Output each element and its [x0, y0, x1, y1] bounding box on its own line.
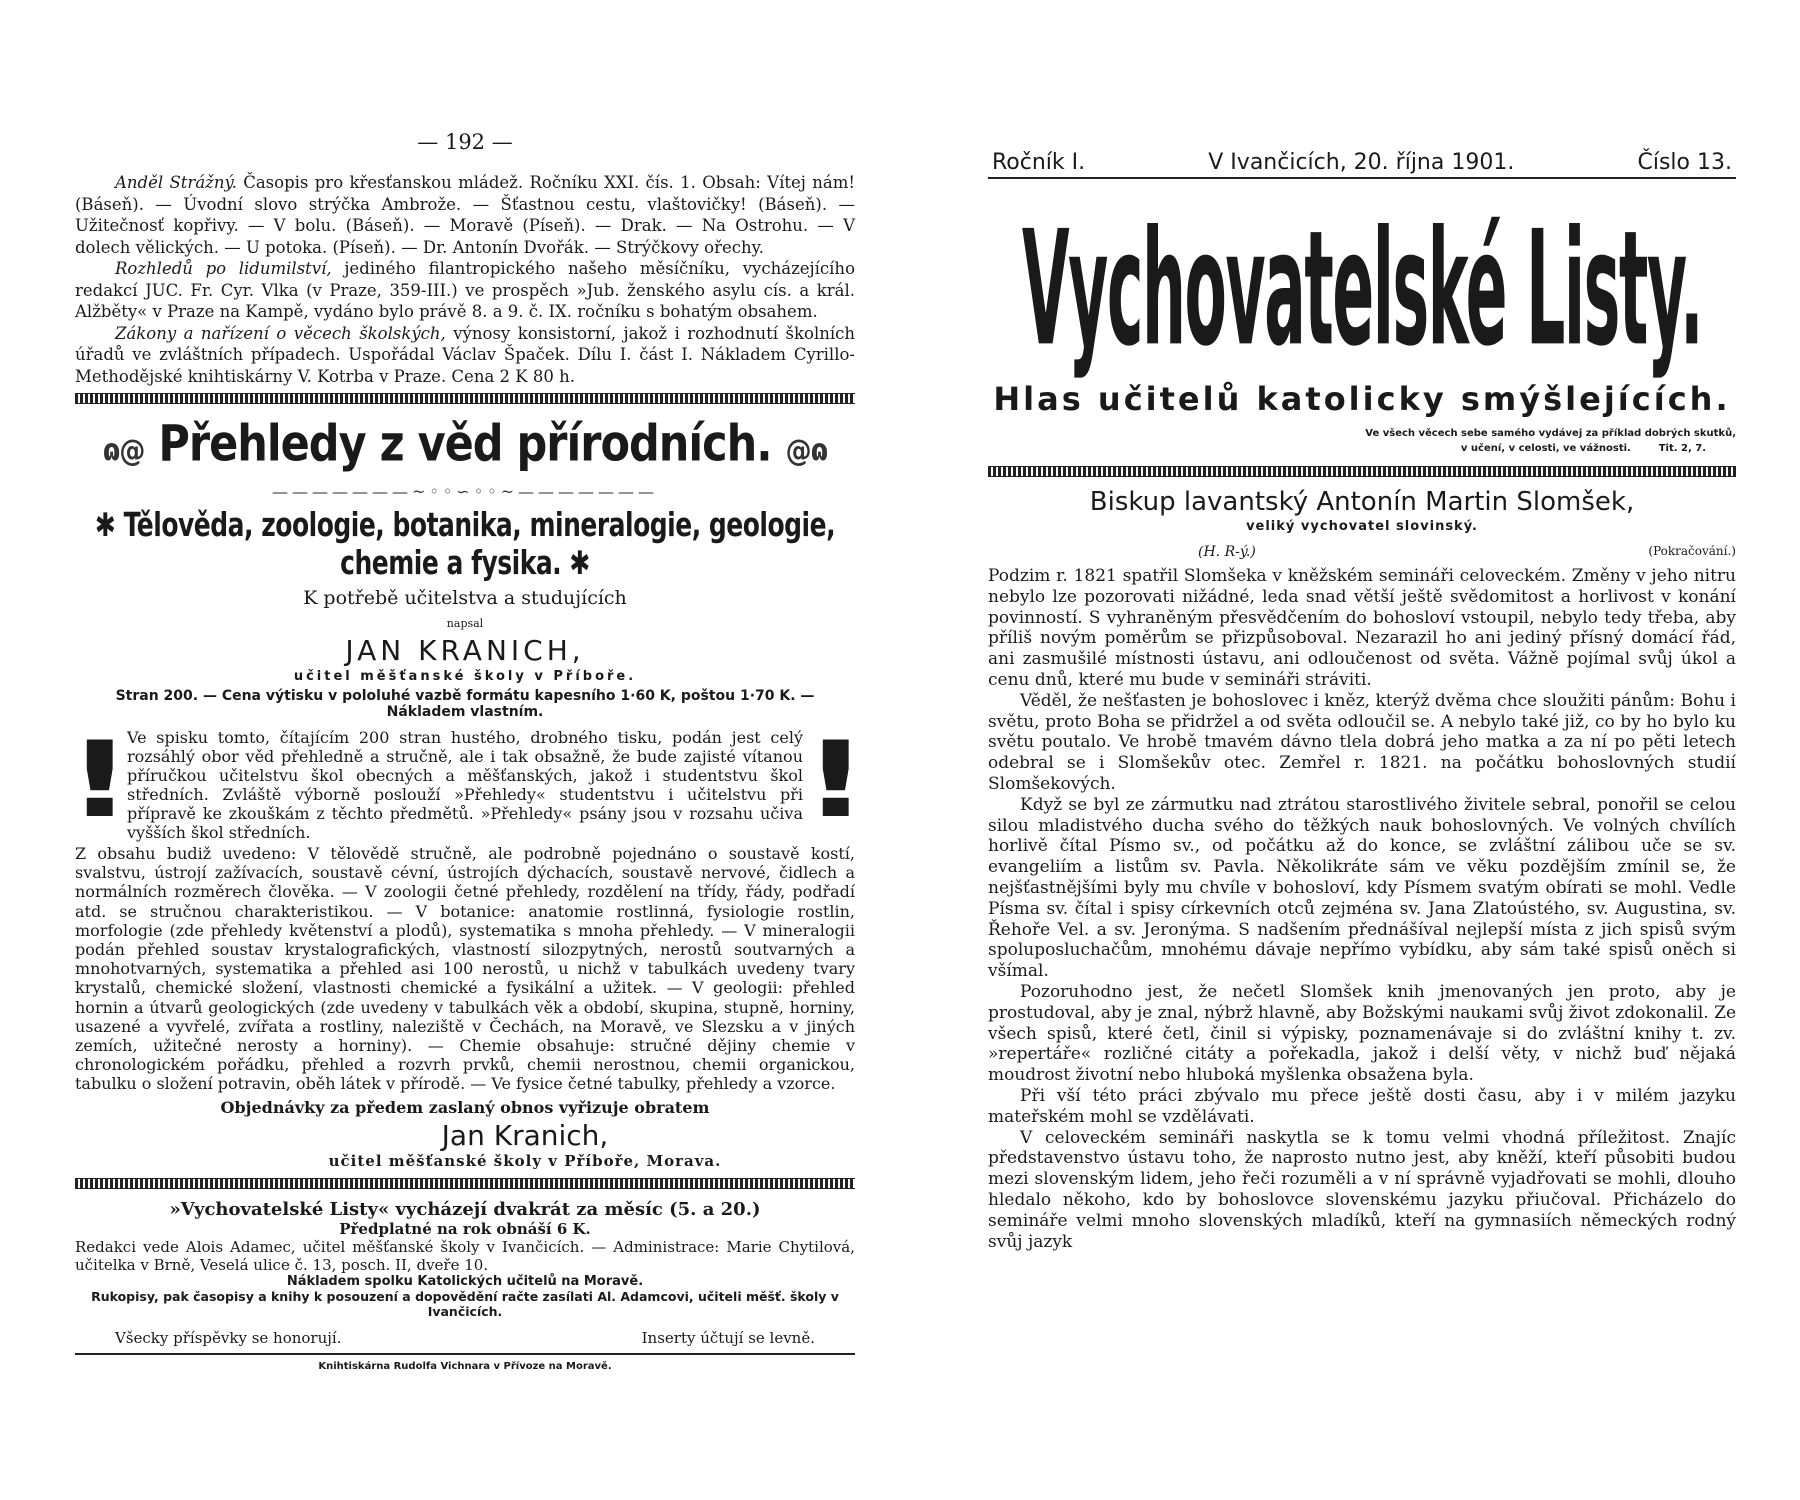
masthead-info	[988, 150, 1736, 179]
sub-notes	[75, 1329, 855, 1347]
issue-number: Číslo 13.	[1637, 150, 1732, 175]
ad-subjects	[75, 506, 855, 581]
asterisk-icon: ✱	[94, 506, 116, 544]
swirl-ornament-icon: ———————~◦◦∽◦◦~———————	[272, 482, 658, 501]
ad-wrote: napsal	[446, 617, 484, 630]
article-paragraph: V celoveckém semináři naskytla se k tomu velmi vhodná příležitost. Znajíc představenstvo ústavu toho, že naprosto nutno jest, aby kněží, kteří působiti budou mezi slovenským lidem, jeho řeči rozuměli a v ní správně vyjadřovati se mohli, dlouho hledalo někoho, kdo by bohoslovce slovenskému jazyku přiučoval. Přicházelo do semináře velmi mnoho slovenských mladíků, kteří na gymnasiích německých rodný svůj jazyk	[988, 1127, 1736, 1252]
left-page	[66, 130, 870, 1372]
sub-line-2: Předplatné na rok obnáší 6 K.	[339, 1219, 591, 1238]
asterisk-icon: ✱	[569, 544, 590, 582]
inserty-note: Inserty účtují se levně.	[641, 1328, 815, 1347]
article-continued: (Pokračování.)	[1648, 544, 1736, 558]
article-paragraph: Pozoruhodno jest, že nečetl Slomšek knih jmenovaných jen proto, aby je prostudoval, aby je znal, nýbrž hlavně, aby Božskými naukami svůj život zdokonalil. Ze všech spisů, které četl, činil si výpisky, poznamenávaje si do zvláštní knihy t. zv. »repertáře« rozličné citáty a pořekadla, jakož i delší věty, v nichž buď nějaká moudrost životní nebo hluboká myšlenka obsažena byla.	[988, 981, 1736, 1086]
dotted-rule	[988, 466, 1736, 477]
honorar-note: Všecky příspěvky se honorují.	[115, 1328, 342, 1347]
dotted-rule	[75, 393, 855, 404]
review	[75, 258, 855, 323]
article-paragraph: Věděl, že nešťasten je bohoslovec i kněz, kterýž dvěma chce sloužiti pánům: Bohu i světu, proto Boha se přidržel a od světa odloučil se. A nebylo také již, co by ho bylo ku světu poutalo. Ve hrobě tmavém dávno tlela dobrá jeho matka a za ní po pěti letech odebral se i Slomšekův otec. Zemřel r. 1821. na počátku bohoslovných studií Slomšekových.	[988, 690, 1736, 794]
ad-subjects-text: Tělověda, zoologie, botanika, mineralogie, geologie, chemie a fysika.	[123, 506, 836, 582]
review-text: jediného filantropického našeho měsíčníku, vycházejícího redakcí JUC. Fr. Cyr. Vlka (v Praze, 359-III.) ve prospěch »Jub. ženského asylu cís. a král. Alžběty« v Praze na Kampě, vydáno bylo právě 8. a 9. č. IX. ročníku s bohatým obsahem.	[75, 259, 855, 321]
article-body	[988, 566, 1736, 1252]
volume-label: Ročník I.	[992, 150, 1086, 175]
article-subtitle: veliký vychovatel slovinský.	[1246, 519, 1478, 534]
article-author: (H. R-ý.)	[1198, 544, 1256, 560]
motto	[988, 426, 1736, 456]
review	[75, 172, 855, 258]
exclamation-icon: !	[66, 719, 134, 841]
ad-purpose: K potřebě učitelstva a studujících	[303, 587, 627, 609]
exclamation-icon: !	[802, 719, 870, 841]
reviews	[75, 172, 855, 387]
page-number: — 192 —	[417, 130, 513, 154]
sub-line-3: Redakci vede Alois Adamec, učitel měšťanské školy v Ivančicích. — Administrace: Marie Chytilová, učitelka v Brně, Veselá ulice č. 13, posch. II, dveře 10.	[75, 1237, 855, 1274]
sub-line-4: Nákladem spolku Katolických učitelů na Moravě.	[286, 1273, 644, 1289]
dotted-rule	[75, 1178, 855, 1189]
review-text: Časopis pro křesťanskou mládež. Ročníku XXI. čís. 1. Obsah: Vítej nám! (Báseň). — Úvodní slovo strýčka Ambrože. — Šťastnou cestu, vlaštovičky! (Báseň). — Užitečnosť kopřivy. — V bolu. (Báseň). — Moravě (Píseň). — Drak. — Na Ostrohu. — V dolech vělických. — U potoka. (Píseň). — Dr. Antonín Dvořák. — Strýčkovy ořechy.	[75, 173, 855, 257]
motto-line-2: v učení, v celosti, ve vážnosti. Tit. 2, 7.	[1460, 443, 1706, 454]
flourish-right-icon: @ɷ	[785, 434, 828, 469]
review-title: Zákony a nařízení o věcech školských,	[115, 323, 446, 343]
ad-signature-title: učitel měšťanské školy v Příboře, Morava.	[328, 1151, 722, 1170]
tagline: Hlas učitelů katolicky smýšlejících.	[993, 380, 1731, 418]
review-title: Anděl Strážný.	[115, 173, 237, 192]
review	[75, 323, 855, 388]
ad-description-block	[66, 719, 870, 842]
subscription-info	[75, 1199, 855, 1372]
ad-signature-name: Jan Kranich,	[441, 1118, 609, 1152]
ad-headline	[75, 416, 855, 480]
article-paragraph: Když se byl ze zármutku nad ztrátou starostlivého živitele sebral, ponořil se celou silou mladistvého ducha svého do těžkých nauk bohoslovných. Ve volných chvílích horlivě čítal Písmo sv., od počátku až do konce, se zvláštní zálibou uče se sv. evangeliím a listům sv. Pavla. Několikráte sám ve věku pozdějším zmínil se, že nejšťastnějšími byly mu chvíle v bohosloví, kdy Písmem svatým obírati se mohl. Vedle Písma sv. čítal i spisy církevních otců zejména sv. Jana Zlatoústého, sv. Augustina, sv. Řehoře Vel. a sv. Jeronýma. S nadšením přednášíval nejlepší místa z jich spisů svým spoluposluchačům, mnohému dávaje nepřímo vybídku, aby sám také spisů oněch si všímal.	[988, 794, 1736, 982]
review-text: výnosy konsistorní, jakož i rozhodnutí školních úřadů ve zvláštních případech. Uspořádal Václav Špaček. Dílu I. část I. Nákladem Cyrillo-Methodějské knihtiskárny V. Kotrba v Praze. Cena 2 K 80 h.	[75, 323, 855, 386]
article-paragraph: Podzim r. 1821 spatřil Slomšeka v kněžském semináři celoveckém. Změny v jeho nitru nebylo lze pozorovati nižádné, leda snad větší ještě svědomitost a horlivost v konání povinností. S vyhraněným přesvědčením do bohosloví vstoupil, nebylo tedy třeba, aby příliš novým poměrům se přizpůsoboval. Nezarazil ho ani jediný přísný domácí řád, ani zasmušilé místnosti ústavu, ani odloučenost od světa. Vážně pojímal svůj úkol a cenu dnů, které mu bude v semináři stráviti.	[988, 566, 1736, 690]
printer-note: Knihtiskárna Rudolfa Vichnara v Přívoze na Moravě.	[318, 1360, 612, 1372]
ad-author-title: učitel měšťanské školy v Příboře.	[293, 669, 637, 684]
ad-contents: Z obsahu budiž uvedeno: V tělovědě stručně, ale podrobně pojednáno o soustavě kostí, svalstvu, ústrojí zažívacích, soustavě cévní, ústrojích dýchacích, soustavě nervové, čidlech a normálních rozměrech člověka. — V zoologii četné přehledy, rozdělení na třídy, řády, podřadí atd. se stručnou charakteristikou. — V botanice: anatomie rostlinná, fysiologie rostlin, morfologie (zde přehledy květenství a plodů), systematika s mnoha přehledy. — V mineralogii podán přehled soustav krystalografických, vlastností silozpytných, nerostů soutvarných a mnohotvarných, systematika a přehled asi 100 nerostů, u nichž v tabulkách uvedeny tvary krystalů, chemické složení, vlastnosti chemické a fysikální a užitek. — V geologii: přehled hornin a útvarů geologických (zde uvedeny v tabulkách věk a období, skupina, stupně, horniny, usazené a vyvřelé, zvířata a rostliny, naleziště v Čechách, na Moravě, ve Slezsku a v jiných zemích, užitečné nerosty a horniny). — Chemie obsahuje: stručné dějiny chemie v chronologickém pořádku, přehled a rozvrh prvků, chemii nerostnou, chemii organickou, tabulku o složení potravin, oběh látek v přírodě. — Ve fysice četné tabulky, přehledy a vzorce.	[75, 844, 855, 1094]
motto-line-1: Ve všech věcech sebe samého vydávej za příklad dobrých skutků,	[1365, 428, 1736, 439]
masthead-title: Vychovatelské Listy.	[1021, 195, 1703, 382]
ad-author: JAN KRANICH,	[345, 634, 585, 667]
ad-orders: Objednávky za předem zaslaný obnos vyřizuje obratem	[220, 1097, 710, 1117]
sub-line-5: Rukopisy, pak časopisy a knihy k posouzení a dopovědění račte zasílati Al. Adamcovi, učiteli měšť. školy v Ivančicích.	[91, 1288, 839, 1319]
flourish-left-icon: ɷ@	[102, 434, 145, 469]
article-paragraph: Při vší této práci zbývalo mu přece ještě dosti času, aby i v milém jazyku mateřském mohl se vzdělávati.	[988, 1085, 1736, 1127]
sub-line-1: »Vychovatelské Listy« vycházejí dvakrát za měsíc (5. a 20.)	[169, 1198, 761, 1220]
article-title: Biskup lavantský Antonín Martin Slomšek,	[1089, 487, 1635, 517]
place-date: V Ivančicích, 20. října 1901.	[1208, 150, 1515, 175]
ad-price: Stran 200. — Cena výtisku v pololuhé vazbě formátu kapesního 1·60 K, poštou 1·70 K. — Nákladem vlastním.	[115, 688, 815, 720]
article-byline	[988, 544, 1736, 560]
ad-description: Ve spisku tomto, čítajícím 200 stran hustého, drobného tisku, podán jest celý rozsáhlý obor věd přehledně a stručně, ale i tak obsažně, že bude zajisté vítanou příručkou učitelstvu škol obecných a měšťanských, jakož i studentstvu škol středních. Zvláště výborně poslouží »Přehledy« studentstvu i učitelstvu při přípravě ke zkouškám z těchto předmětů. »Přehledy« psány jsou v rozsahu učiva vyšších škol středních.	[127, 728, 803, 842]
right-page	[988, 150, 1736, 1252]
ad-headline-text: Přehledy z věd přírodních.	[158, 415, 772, 474]
review-title: Rozhledů po lidumilství,	[115, 259, 332, 278]
